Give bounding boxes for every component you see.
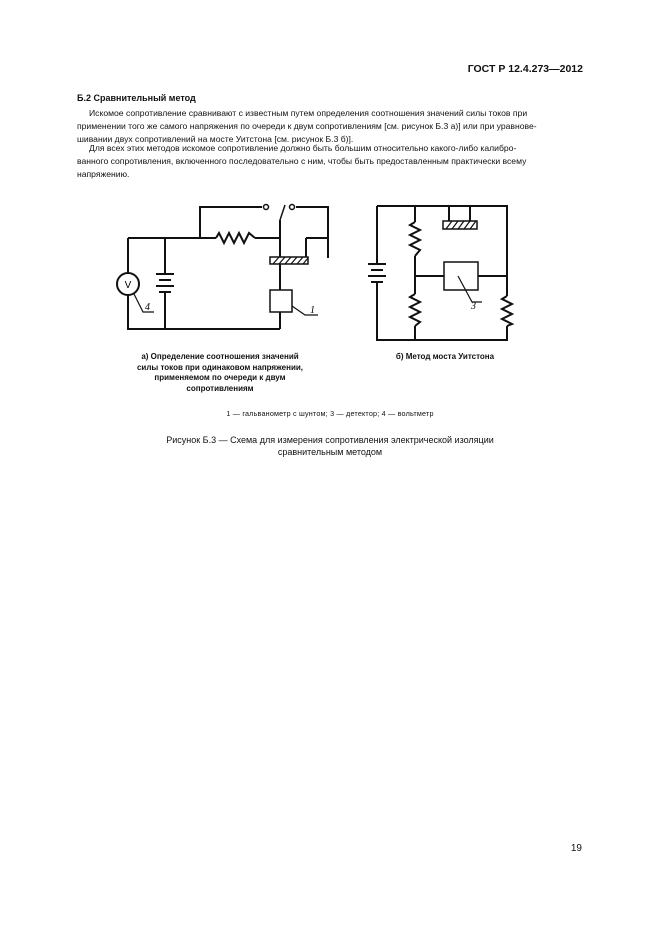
voltmeter-ref-label: 4 [145,302,150,313]
caption-a-line: сопротивлениям [186,383,254,393]
caption-b: б) Метод моста Уитстона [395,352,495,361]
paragraph-line: напряжению. [77,169,130,179]
figure-title-line: Рисунок Б.3 — Схема для измерения сопротивления электрической изоляции [166,435,494,445]
paragraph-line: Для всех этих методов искомое сопротивление должно быть большим относительно какого-либо калибро- [89,143,517,153]
battery-b-icon [368,264,386,282]
detector-icon [444,262,478,290]
caption-a-line: а) Определение соотношения значений [141,352,299,361]
caption-a-line: силы токов при одинаковом напряжении, [136,362,304,372]
resistor-a-icon [216,233,255,243]
circuit-b [368,206,512,340]
page-number: 19 [570,843,582,854]
sample-plate-a-icon [270,238,308,264]
resistor-b1-icon [410,222,420,256]
galvanometer-icon [270,264,292,329]
caption-a [120,352,320,394]
sample-plate-b-icon [443,206,477,229]
detector-ref-label: 3 [471,301,476,312]
voltmeter-icon [117,273,139,295]
resistor-b2-icon [410,294,420,326]
paragraph-line: Искомое сопротивление сравнивают с известным путем определения соотношения значений силы токов при [89,108,528,118]
document-header: ГОСТ Р 12.4.273—2012 [467,63,583,75]
paragraph-line: шивании двух сопротивлений на мосте Уитстона [см. рисунок Б.3 б)]. [77,134,354,144]
section-title: Б.2 Сравнительный метод [77,93,196,103]
figure-title [100,434,560,458]
circuit-a [117,205,328,330]
paragraph-line: ванного сопротивления, включенного последовательно с ним, чтобы быть предоставленным практически всему [77,156,527,166]
battery-a-icon [156,274,174,292]
voltmeter-label: V [124,280,132,291]
galvanometer-ref-label: 1 [310,305,315,316]
caption-a-line: применяемом по очереди к двум [154,373,286,382]
figure-legend: 1 — гальванометр с шунтом; 3 — детектор; 4 — вольтметр [226,409,434,418]
resistor-b3-icon [502,296,512,326]
switch-icon [264,205,295,221]
figure-title-line: сравнительным методом [277,447,383,457]
paragraph-line: применении того же самого напряжения по очереди к двум сопротивлениям [см. рисунок Б.3 а)] или при уравнове- [77,121,537,131]
